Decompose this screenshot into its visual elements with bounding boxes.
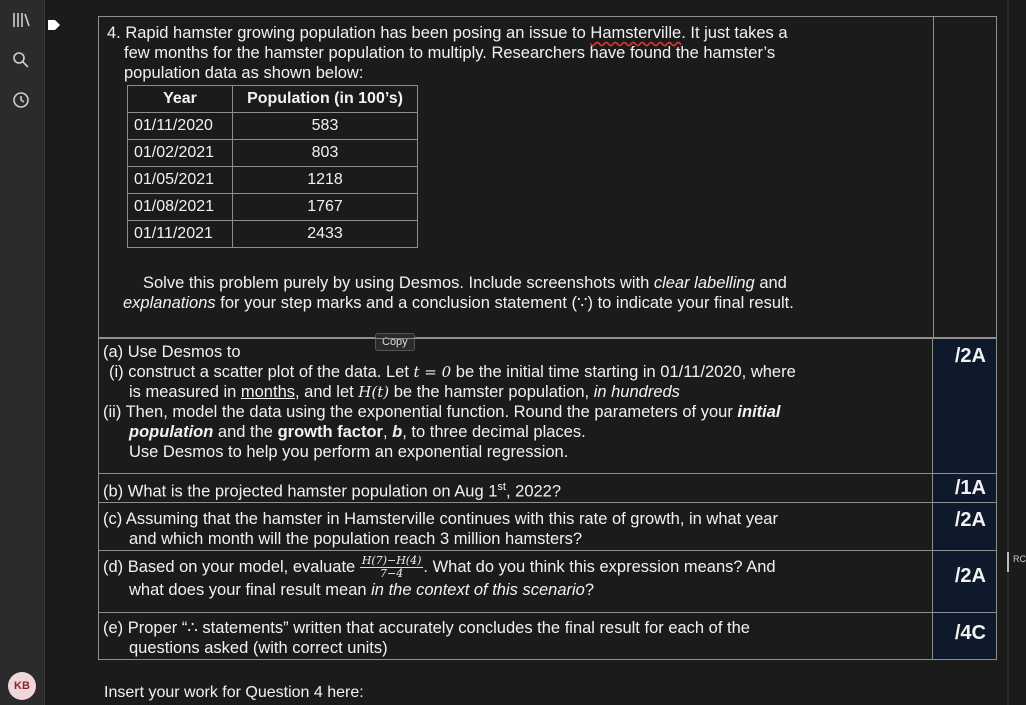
instructions [123, 273, 883, 313]
part-a-emphasis: in hundreds [593, 383, 680, 401]
part-d-text [98, 551, 933, 613]
copy-button[interactable]: Copy [375, 333, 415, 351]
table-cell-population: 583 [233, 113, 418, 140]
part-d-row [98, 551, 998, 613]
part-b-row [98, 474, 998, 503]
insert-work-prompt: Insert your work for Question 4 here: [104, 684, 364, 701]
table-header-year: Year [128, 86, 233, 113]
part-d-line: (d) Based on your model, evaluate [103, 557, 360, 576]
question-text [107, 23, 867, 83]
part-b-text [98, 474, 933, 503]
bookmark-icon[interactable] [47, 18, 61, 32]
question-block [98, 16, 933, 338]
part-d-line: what does your final result mean [129, 581, 372, 599]
part-e-row [98, 613, 998, 660]
part-a-line: , [382, 423, 393, 441]
table-row [128, 221, 418, 248]
part-a-line: (a) Use Desmos to [103, 343, 241, 361]
part-e-text [98, 613, 933, 660]
part-a-line: and the [213, 423, 278, 441]
part-a-line: (i) construct a scatter plot of the data. Let [109, 363, 414, 381]
part-a-emphasis: growth factor [277, 423, 383, 441]
instructions-text: Solve this problem purely by using Desmos. Include screenshots with [143, 274, 654, 292]
part-d-line: . What do you think this expression means? And [423, 557, 776, 576]
avatar[interactable]: KB [8, 672, 36, 700]
part-a-months: months [240, 383, 295, 401]
history-icon[interactable] [11, 90, 31, 110]
part-a-line: , to three decimal places. [402, 423, 586, 441]
table-cell-population: 803 [233, 140, 418, 167]
fraction-denominator: 7−4 [380, 567, 404, 580]
part-a-text [98, 338, 933, 474]
part-a-line: Use Desmos to help you perform an exponential regression. [129, 443, 569, 461]
part-c-line: and which month will the population reach 3 million hamsters? [129, 530, 583, 548]
part-b-line: , 2022? [505, 482, 562, 501]
sidebar [0, 0, 45, 705]
question-line-2: few months for the hamster population to multiply. Researchers have found the hamster’s [124, 44, 776, 62]
table-cell-year: 01/11/2021 [128, 221, 233, 248]
part-a-line: , and let [295, 383, 359, 401]
instructions-text: for your step marks and a conclusion statement (∵) to indicate your final result. [215, 294, 794, 312]
table-header-row [128, 86, 418, 113]
part-b-line: (b) What is the projected hamster population on Aug 1 [103, 482, 498, 501]
math-expression: t = 0 [413, 363, 452, 381]
part-a-emphasis: b [392, 423, 403, 441]
part-e-mark: /4C [933, 613, 997, 660]
part-d-emphasis: in the context of this scenario [371, 581, 585, 599]
table-cell-year: 01/08/2021 [128, 194, 233, 221]
search-icon[interactable] [11, 50, 31, 70]
table-cell-population: 1767 [233, 194, 418, 221]
library-icon[interactable] [11, 10, 31, 30]
instructions-emphasis: clear labelling [653, 274, 755, 292]
table-row [128, 140, 418, 167]
table-header-population: Population (in 100’s) [233, 86, 418, 113]
part-a-mark: /2A [933, 338, 997, 474]
scrollbar-track[interactable] [1007, 0, 1009, 705]
part-a-line: be the hamster population, [389, 383, 594, 401]
part-e-line: questions asked (with correct units) [129, 639, 388, 657]
part-b-mark: /1A [933, 474, 997, 503]
table-cell-year: 01/02/2021 [128, 140, 233, 167]
marks-column-header [933, 16, 997, 338]
part-d-mark: /2A [933, 551, 997, 613]
table-cell-population: 1218 [233, 167, 418, 194]
part-c-line: (c) Assuming that the hamster in Hamsterville continues with this rate of growth, in what year [103, 510, 778, 528]
fraction-numerator: H(7)−H(4) [361, 554, 422, 567]
table-cell-year: 01/05/2021 [128, 167, 233, 194]
question-line-1: 4. Rapid hamster growing population has been posing an issue to [107, 24, 591, 42]
part-c-mark: /2A [933, 503, 997, 551]
part-c-text [98, 503, 933, 551]
part-a-line: (ii) Then, model the data using the exponential function. Round the parameters of your [103, 403, 738, 421]
part-d-line: ? [584, 581, 595, 599]
part-e-line: (e) Proper “∴ statements” written that accurately concludes the final result for each of the [103, 619, 750, 637]
question-line-1-end: . It just takes a [681, 24, 788, 42]
part-c-row [98, 503, 998, 551]
scrollbar-thumb[interactable] [1007, 552, 1009, 572]
table-row [128, 113, 418, 140]
table-cell-population: 2433 [233, 221, 418, 248]
question-line-3: population data as shown below: [124, 64, 364, 82]
population-table [127, 85, 418, 248]
instructions-emphasis: explanations [123, 294, 216, 312]
part-a-line: is measured in [129, 383, 241, 401]
table-cell-year: 01/11/2020 [128, 113, 233, 140]
fraction-expression [360, 555, 424, 580]
question-parts [98, 338, 998, 660]
instructions-text: and [754, 274, 787, 292]
part-b-superscript: st [497, 481, 506, 493]
part-a-line: be the initial time starting in 01/11/2020, where [451, 363, 796, 381]
edge-text: RC [1013, 554, 1026, 564]
part-a-row [98, 338, 998, 474]
table-row [128, 194, 418, 221]
part-a-emphasis: population [129, 423, 214, 441]
table-row [128, 167, 418, 194]
part-a-emphasis: initial [737, 403, 781, 421]
place-name: Hamsterville [590, 24, 682, 42]
math-expression: H(t) [358, 383, 390, 401]
